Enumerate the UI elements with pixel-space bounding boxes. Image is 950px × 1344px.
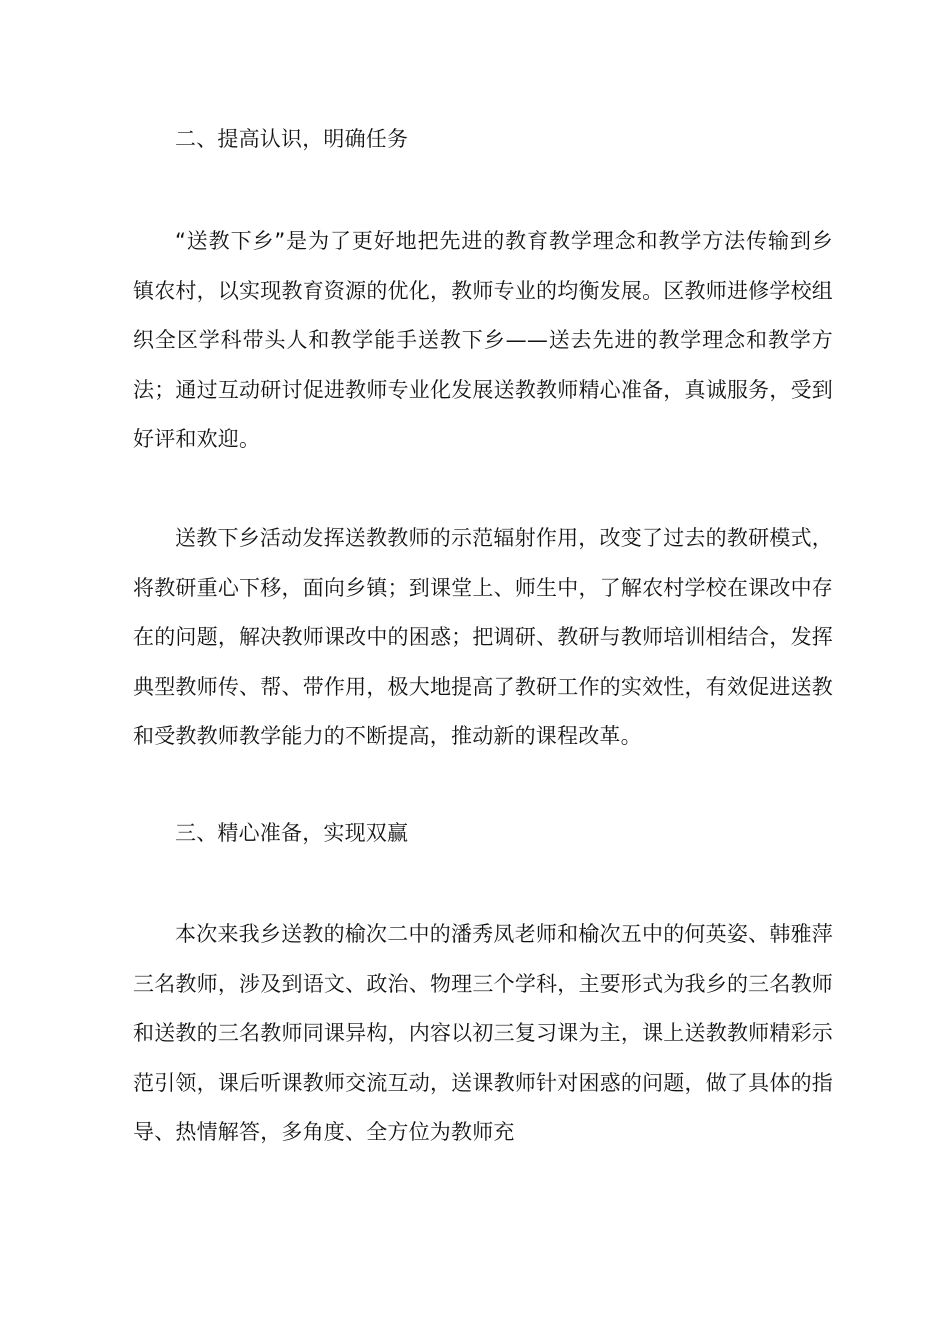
body-paragraph: “送教下乡”是为了更好地把先进的教育教学理念和教学方法传输到乡镇农村，以实现教育资源的优化，教师专业的均衡发展。区教师进修学校组织全区学科带头人和教学能手送教下乡——送去先进的教学理念和教学方法；通过互动研讨促进教师专业化发展送教教师精心准备，真诚服务，受到好评和欢迎。 (133, 229, 833, 451)
section-heading: 三、精心准备，实现双赢 (175, 821, 409, 845)
section-heading: 二、提高认识，明确任务 (175, 127, 409, 151)
body-paragraph: 送教下乡活动发挥送教教师的示范辐射作用，改变了过去的教研模式，将教研重心下移，面向乡镇；到课堂上、师生中，了解农村学校在课改中存在的问题，解决教师课改中的困惑；把调研、教研与教师培训相结合，发挥典型教师传、帮、带作用，极大地提高了教研工作的实效性，有效促进送教和受教教师教学能力的不断提高，推动新的课程改革。 (133, 526, 833, 748)
body-paragraph: 本次来我乡送教的榆次二中的潘秀凤老师和榆次五中的何英姿、韩雅萍三名教师，涉及到语文、政治、物理三个学科，主要形式为我乡的三名教师和送教的三名教师同课异构，内容以初三复习课为主，课上送教教师精彩示范引领，课后听课教师交流互动，送课教师针对困惑的问题，做了具体的指导、热情解答，多角度、全方位为教师充 (133, 922, 833, 1144)
